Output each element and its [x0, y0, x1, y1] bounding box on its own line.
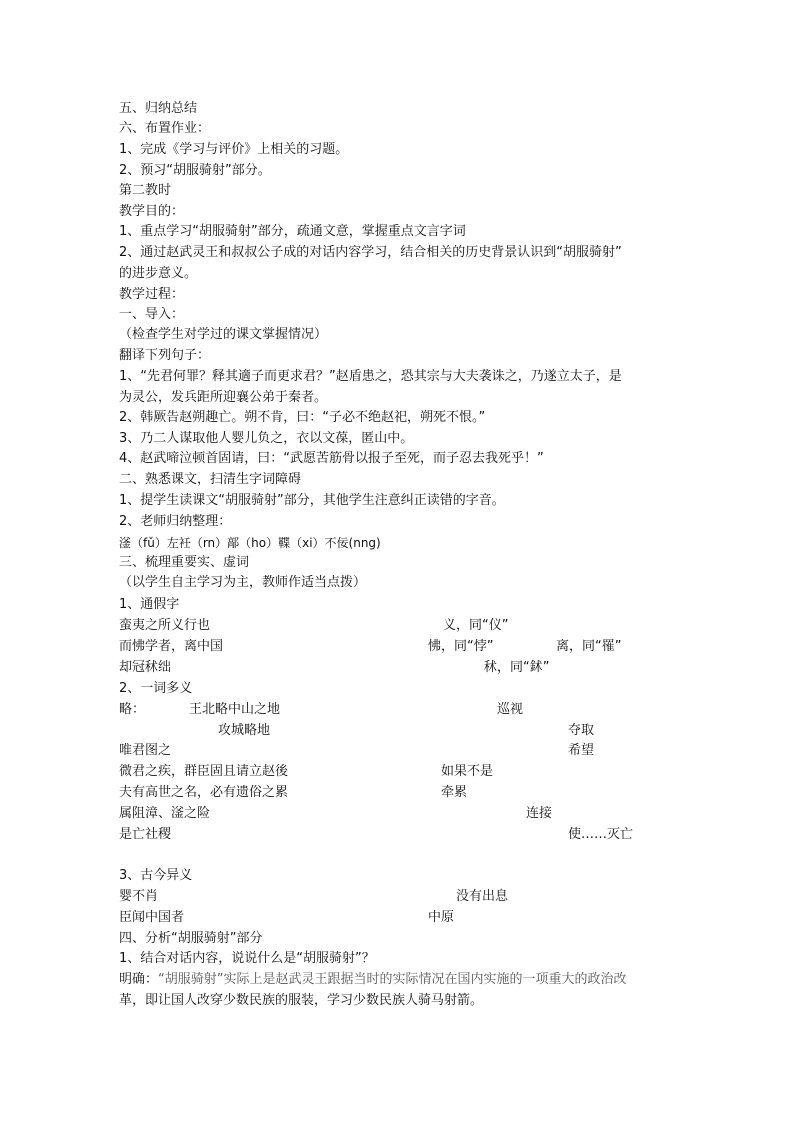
goal-item-2-cont: 的进步意义。 — [119, 266, 198, 281]
intro-note: （检查学生对学过的课文掌握情况） — [119, 327, 328, 342]
polysemy-word-lue: 略： — [119, 702, 146, 717]
tongjia-gloss-2b: 离，同“罹” — [556, 639, 622, 654]
analyze-heading: 四、分析“胡服骑射”部分 — [119, 931, 263, 946]
gujin-gloss-2: 中原 — [428, 910, 455, 925]
polysemy-example-4: 微君之疾，群臣固且请立赵後 — [119, 764, 289, 779]
translate-item-1-cont: 为灵公，发兵距所迎襄公弟于秦者。 — [119, 390, 328, 405]
analyze-question-1: 1、结合对话内容，说说什么是“胡服骑射”？ — [119, 951, 375, 966]
gujin-heading: 3、古今异义 — [119, 868, 193, 883]
tongjia-gloss-1: 义，同“仪” — [443, 618, 509, 633]
translate-item-1: 1、“先君何罪？释其適子而更求君？”赵盾患之，恐其宗与大夫袭诛之，乃遂立太子，是 — [119, 369, 622, 384]
polysemy-example-5: 夫有高世之名，必有遗俗之累 — [119, 785, 289, 800]
polysemy-example-1: 王北略中山之地 — [189, 702, 281, 717]
goal-item-2: 2、通过赵武灵王和叔叔公子成的对话内容学习，结合相关的历史背景认识到“胡服骑射” — [119, 245, 622, 260]
polysemy-example-6: 属阻漳、滏之险 — [119, 806, 211, 821]
polysemy-example-3: 唯君图之 — [119, 743, 172, 758]
sort-heading: 三、梳理重要实、虚词 — [119, 555, 250, 570]
intro-heading: 一、导入： — [119, 307, 185, 322]
goal-item-1: 1、重点学习“胡服骑射”部分，疏通文意，掌握重点文言字词 — [119, 224, 466, 239]
goal-title: 教学目的： — [119, 204, 185, 219]
sort-note: （以学生自主学习为主，教师作适当点拨） — [119, 575, 367, 590]
tongjia-example-3: 却冠秫绌 — [119, 660, 172, 675]
gujin-gloss-1: 没有出息 — [456, 889, 509, 904]
tongjia-gloss-3: 秫，同“鉥” — [484, 660, 550, 675]
polysemy-gloss-3: 希望 — [568, 743, 595, 758]
translate-item-2: 2、韩厥告赵朔趣亡。朔不肯，曰：“子必不绝赵祀，朔死不恨。” — [119, 410, 486, 425]
polysemy-example-2: 攻城略地 — [218, 723, 271, 738]
polysemy-gloss-6: 连接 — [526, 806, 553, 821]
process-title: 教学过程： — [119, 287, 185, 302]
section-summary: 五、归纳总结 — [119, 101, 198, 116]
polysemy-gloss-7: 使……灭亡 — [568, 827, 634, 842]
familiar-heading: 二、熟悉课文，扫清生字词障碍 — [119, 472, 302, 487]
polysemy-example-7: 是亡社稷 — [119, 827, 172, 842]
lesson-heading: 第二教时 — [119, 183, 172, 198]
answer-label: 明确： — [119, 972, 159, 987]
translate-item-4: 4、赵武啼泣顿首固请，曰：“武愿苦筋骨以报子至死，而子忍去我死乎！” — [119, 451, 544, 466]
tongjia-gloss-2a: 怫，同“悖” — [428, 639, 494, 654]
section-homework: 六、布置作业： — [119, 121, 211, 136]
tongjia-example-2: 而怫学者，离中国 — [119, 639, 224, 654]
gujin-example-1: 婴不肖 — [119, 889, 159, 904]
translate-title: 翻译下列句子： — [119, 348, 211, 363]
familiar-item-1: 1、提学生读课文“胡服骑射”部分，其他学生注意纠正读错的字音。 — [119, 493, 505, 508]
polysemy-gloss-2: 夺取 — [568, 723, 595, 738]
answer-line-1 — [119, 972, 627, 988]
familiar-item-2: 2、老师归纳整理： — [119, 514, 232, 529]
pronunciation-line: 滏（fǔ）左衽（rn）鄗（ho）鞢（xi）不佞(nng) — [119, 536, 381, 550]
translate-item-3: 3、乃二人谋取他人婴儿负之，衣以文葆，匿山中。 — [119, 431, 414, 446]
polysemy-gloss-4: 如果不是 — [441, 764, 494, 779]
gujin-example-2: 臣闻中国者 — [119, 910, 185, 925]
homework-item-1: 1、完成《学习与评价》上相关的习题。 — [119, 142, 349, 157]
tongjia-heading: 1、通假字 — [119, 597, 180, 612]
tongjia-example-1: 蛮夷之所义行也 — [119, 618, 211, 633]
answer-text: “胡服骑射”实际上是赵武灵王跟据当时的实际情况在国内实施的一项重大的政治改 — [158, 972, 627, 987]
homework-item-2: 2、预习“胡服骑射”部分。 — [119, 163, 271, 178]
polysemy-gloss-1: 巡视 — [497, 702, 524, 717]
answer-line-2: 革，即让国人改穿少数民族的服装，学习少数民族人骑马射箭。 — [119, 993, 484, 1008]
polysemy-heading: 2、一词多义 — [119, 681, 193, 696]
polysemy-gloss-5: 牵累 — [441, 785, 468, 800]
